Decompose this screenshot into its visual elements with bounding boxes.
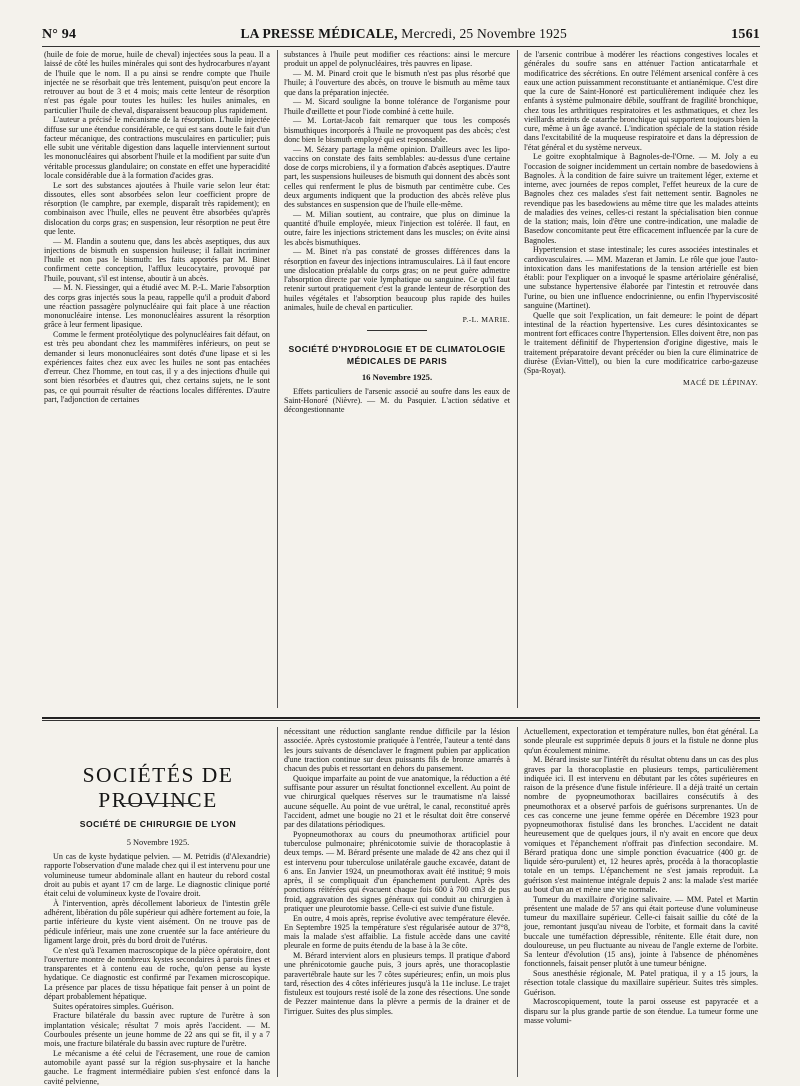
- paragraph: — M. Sicard souligne la bonne tolérance de l'organisme pour l'huile d'œillette et pour l'iode combiné à cette huile.: [284, 97, 510, 116]
- column-divider: [277, 50, 278, 708]
- paragraph: Actuellement, expectoration et température nulles, bon état général. La sonde pleurale est supprimée depuis 8 jours et la fistule ne donne plus qu'un écoulement minime.: [524, 727, 758, 755]
- paragraph: Quoique imparfaite au point de vue anatomique, la réduction a été suffisante pour assurer un résultat fonctionnel excellent. Au point de vue chirurgical quelques réserves sur le traumatisme n'a laissé aucune séquelle. Au point de vue urétral, le canal, reconstitué après l'accident, admet une bougie no 21 et le résultat doit être conservé par des dilatations périodiques.: [284, 773, 510, 829]
- paragraph: Macroscopiquement, toute la paroi osseuse est papyracée et a disparu sur la plus grande partie de son étendue. La tumeur forme une masse volumi-: [524, 997, 758, 1025]
- paragraph: substances à l'huile peut modifier ces réactions: ainsi le mercure produit un appel de polynucléaires, très pauvres en lipase.: [284, 50, 510, 69]
- bottom-column-2: [284, 727, 510, 1078]
- paragraph: Un cas de kyste hydatique pelvien. — M. Petridis (d'Alexandrie) rapporte l'observation d'une malade chez qui il est intervenu pour une volumineuse tumeur abdominale allant en hauteur du rebord costal droit au pubis et ayant 17 cm de large. Le diagnostic clinique porté était celui de volumineux kyste de l'ovaire droit.: [44, 852, 270, 898]
- section-separator-thin: [42, 720, 760, 721]
- paragraph: Sous anesthésie régionale, M. Patel pratiqua, il y a 15 jours, la résection totale classique du maxillaire supérieur. Suites très simples. Guérison.: [524, 969, 758, 997]
- paragraph: — M. M. Pinard croit que le bismuth n'est pas plus résorbé que l'huile; à l'ouverture des abcès, on trouve le bismuth au même taux que dans la préparation injectée.: [284, 69, 510, 97]
- section-title: SOCIÉTÉS DE PROVINCE: [82, 763, 234, 812]
- column-divider: [277, 727, 278, 1077]
- paragraph: L'auteur a précisé le mécanisme de la résorption. L'huile injectée diffuse sur une étendue considérable, ce qui est sans doute le fait d'un facteur mécanique, des contractions musculaires en particulier; puis elle subit une véritable digestion dans laquelle interviennent surtout les mononucléaires qui absorbent l'huile et la modifient par suite d'un véritable processus glandulaire; on constate en effet une hyperacidité locale considérable due à la formation d'acides gras.: [44, 115, 270, 180]
- paragraph: Tumeur du maxillaire d'origine salivaire. — MM. Patel et Martin présentent une malade de 57 ans qui était porteuse d'une volumineuse tumeur du maxillaire supérieur. Celle-ci faisait saillie du côté de la joue, remontant jusqu'au niveau de l'orbite, et formait dans la cavité buccale une tuméfaction dépressible, rénitente. Elle était dure, non douloureuse, un peu fluctuante au niveau de l'angle externe de l'orbite. Sa lenteur d'évolution (15 ans), jointe à l'absence de phénomènes fonctionnels, faisait penser plutôt à une tumeur bénigne.: [524, 894, 758, 969]
- journal-name: LA PRESSE MÉDICALE,: [240, 26, 398, 41]
- issue-number: N° 94: [42, 27, 77, 42]
- top-column-1: [44, 50, 270, 708]
- column-divider: [517, 50, 518, 708]
- paragraph: Suites opératoires simples. Guérison.: [53, 1001, 174, 1011]
- paragraph: Comme le ferment protéolytique des polynucléaires fait défaut, on est très peu abondant chez les mammifères inférieurs, on peut se demander si leurs mononucléaires sont dotés d'une lipase et si les expériences faites chez eux avec les huiles ne sont pas entachées d'erreur. Chez l'homme, en tout cas, il y a des injections d'huile qui sont bien résorbées et d'autres qui, chez certains sujets, ne le sont pas, ce qui pourrait résulter de réactions locales différentes. D'autre part, l'adjonction de certaines: [44, 330, 270, 404]
- paragraph: Le mécanisme a été celui de l'écrasement, une roue de camion automobile ayant passé sur la région sus-physaire et la hanche gauche. Le fragment intermédiaire pubien s'est enfoncé dans la cavité pelvienne,: [44, 1048, 270, 1086]
- section-rule: [367, 330, 427, 331]
- top-column-2: [284, 50, 510, 708]
- top-column-3: [524, 50, 758, 708]
- header-rule: [42, 46, 760, 47]
- paragraph: — M. Flandin a soutenu que, dans les abcès aseptiques, dus aux injections de bismuth en suspension huileuse; il fallait incriminer l'huile et non pas le bismuth: les faits apportés par M. Binet confirment cette conception, l'afflux leucocytaire, provoqué par l'huile, pouvant, s'il est intense, aboutir à un abcès.: [44, 236, 270, 283]
- page-header: [42, 26, 760, 44]
- paragraph: — M. N. Fiessinger, qui a étudié avec M. P.-L. Marie l'absorption des corps gras injectés sous la peau, rappelle qu'il a produit d'abord une réaction passagère polynucléaire qui fait place à une réaction mononucléaire intense. Les mononucléaires assurent la résorption grâce à leur ferment lipasique.: [44, 283, 270, 330]
- society-date: 5 Novembre 1925.: [126, 838, 190, 847]
- issue-date: Mercredi, 25 Novembre 1925: [401, 26, 567, 41]
- paragraph: — M. Lortat-Jacob fait remarquer que tous les composés bismuthiques incorporés à l'huile ne provoquent pas des abcès; c'est donc bien le bismuth employé qui est responsable.: [284, 116, 510, 144]
- page-number: 1561: [731, 27, 760, 42]
- paragraph: — M. Milian soutient, au contraire, que plus on diminue la quantité d'huile employée, mieux l'injection est tolérée. Il faut, en outre, faire les injections strictement dans les muscles; on évite ainsi les abcès bismuthiques.: [284, 209, 510, 247]
- paragraph: Effets particuliers de l'arsenic associé au soufre dans les eaux de Saint-Honoré (Nièvre). — M. du Pasquier. L'action sédative et décongestionnante: [284, 386, 510, 414]
- paragraph: Le goitre exophtalmique à Bagnoles-de-l'Orne. — M. Joly a eu l'occasion de soigner incidemment un certain nombre de basedowiens à Bagnoles. À la condition de faire suivre un traitement léger, externe et interne, avec journées de repos complet, l'effet heureux de la cure de Bagnoles chez ces malades s'est fait nettement sentir. Bagnoles ne revendique pas les basedowiens au même titre que les malades atteints de maladies des veines, celles-ci restant la spécialisation bien connue de la station; mais, loin d'être une contre-indication, une maladie de Basedow concomitante peut être efficacement influencée par la cure de Bagnoles.: [524, 152, 758, 245]
- bottom-column-1: [44, 852, 270, 1086]
- society-subtitle: SOCIÉTÉ DE CHIRURGIE DE LYON: [79, 819, 237, 829]
- column-divider: [517, 727, 518, 1077]
- paragraph: M. Bérard intervient alors en plusieurs temps. Il pratique d'abord une phrénicotomie gauche puis, 3 jours après, une thoracoplastie paravertébrale haute sur les 7 côtes supérieures; enfin, un mois plus tard, résection des 4 côtes inférieures jusqu'à la 11e incluse. Le trajet fistuleux est toujours resté isolé de la zone des résections. Une sonde de Pezzer maintenue dans la plèvre a permis de la drainer et de l'irriguer. Suites des plus simples.: [284, 951, 510, 1016]
- society-date: 16 Novembre 1925.: [361, 372, 433, 383]
- author-signature: P.-L. MARIE.: [462, 315, 510, 324]
- paragraph: Hypertension et stase intestinale; les cures associées intestinales et cardiovasculaires. — MM. Mazeran et Jamin. Le rôle que joue l'auto-intoxication dans les manifestations de la tension artérielle est bien établi: pour l'expliquer on a invoqué le spasme artériolaire généralisé, une substance hypertensive élaborée par l'intestin et retrouvée dans l'urine, ou bien une influence endocrinienne, ou enfin l'hyperviscosité sanguine (Martinet).: [524, 245, 758, 310]
- section-separator: [42, 717, 760, 719]
- paragraph: En outre, 4 mois après, reprise évolutive avec température élevée. En Septembre 1925 la température s'est régularisée autour de 37°8, mais la malade s'est affaiblie. La fistule accède dans une cavité pleurale en forme de puits étendu de la base à la 3e côte.: [284, 913, 510, 951]
- paragraph: nécessitant une réduction sanglante rendue difficile par la lésion associée. Après cystostomie pratiquée à l'entrée, l'auteur a tenté dans les jours suivants de désenclaver le fragment pubien par application d'une traction continue sur deux puissants fils de bronze amarrés à chacun des pubis et ressortant en dehors du pansement.: [284, 727, 510, 773]
- author-signature: MACÉ DE LÉPINAY.: [683, 378, 758, 388]
- paragraph: de l'arsenic contribue à modérer les réactions congestives locales et générales du soufre sans en atténuer l'action anticatarrhale et modificatrice des sécrétions. En outre l'élément arsenical confère à ces eaux une action puissamment reconstituante et antianémique. C'est dire que la cure de Saint-Honoré est particulièrement indiquée chez les enfants à système pulmonaire débile, souffrant de fragilité bronchique, chez tous les arthritiques respiratoires et les asthmatiques, et chez les vieillards atteints de catarrhe bronchique qui supportent toujours bien la cure, même à un âge avancé. L'indication spéciale de la station réside dans l'excitabilité de la muqueuse respiratoire et dans la dépression de l'état général et du système nerveux.: [524, 50, 758, 152]
- paragraph: Ce n'est qu'à l'examen macroscopique de la pièce opératoire, dont l'ouverture montre de nombreux kystes secondaires à parois fines et transparentes et à contenu eau de roche, qu'on pense au kyste hydatique. Ce diagnostic est confirmé par l'examen microscopique. La présence par places de tissu hépatique fait penser à un point de départ probablement hépatique.: [44, 945, 270, 1001]
- title-underline: [120, 803, 196, 804]
- paragraph: Fracture bilatérale du bassin avec rupture de l'urètre à son implantation vésicale; résultat 7 mois après l'accident. — M. Courboules présente un jeune homme de 22 ans qui se fit, il y a 7 mois, une fracture bilatérale du bassin avec rupture de l'urètre.: [44, 1011, 270, 1048]
- society-heading: SOCIÉTÉ D'HYDROLOGIE ET DE CLIMATOLOGIE MÉDICALES DE PARIS: [288, 344, 506, 367]
- paragraph: Quelle que soit l'explication, un fait demeure: le point de départ intestinal de la réaction hypertensive. Les cures désintoxicantes se montrent fort efficaces contre l'hypertension. Elles doivent être, non pas le traitement définitif de l'hypertension d'origine digestive, mais le traitement préparatoire devant précéder ou bien la cure éliminatrice de diurèse (Évian-Vittel), ou bien la cure modificatrice carbo-gazeuse (Spa-Royat).: [524, 310, 758, 375]
- running-title: [240, 26, 566, 42]
- paragraph: M. Bérard insiste sur l'intérêt du résultat obtenu dans un cas des plus graves par la thoracoplastie en plusieurs temps, particulièrement indiquée ici. Il est intervenu en débutant par les côtes supérieures en raison de la présence d'une fistule inférieure. Il a déjà traité un certain nombre de pyopneumothorax bacillaires consécutifs à des pneumothorax et a observé parfois de guérisons surprenantes. Un de ces cas concerne une jeune femme opérée en Décembre 1923 pour pyopneumothorax fistulisé dans les bronches. L'accident ne datait heureusement que de quelques jours, il n'y avait en encore que deux vomiques et l'épanchement n'offrait pas d'infection secondaire. M. Bérard pratiqua donc une simple ponction évacuatrice (400 gr. de liquide séro-purulent) et, 12 heures après, procéda à la thoracoplastie totale en un temps. L'épanchement ne s'est jamais reproduit. La guérison s'est maintenue intégrale depuis 2 ans: la malade s'est mariée au bout d'un an et mène une vie normale.: [524, 755, 758, 894]
- paragraph: — M. Binet n'a pas constaté de grosses différences dans la résorption en faveur des injections intramusculaires. Là il faut encore une dislocation préalable du corps gras; on ne peut guère admettre l'absorption directe par voie lymphatique ou sanguine. Ce qu'il faut retenir surtout pratiquement c'est la grande lenteur de résorption des huiles végétales et l'absorption beaucoup plus rapide des huiles animales, huile de cheval en particulier.: [284, 247, 510, 312]
- paragraph: — M. Sézary partage la même opinion. D'ailleurs avec les lipo-vaccins on constate des faits semblables: au-dessus d'une certaine dose de corps microbiens, il y a formation d'abcès aseptiques. D'autre part, les suspensions huileuses de bismuth qui donnent des abcès sont celles qui renferment le plus de bismuth par centimètre cube. Ces deux arguments indiquent que la production des abcès relève plus des substances en suspension que de l'huile elle-même.: [284, 144, 510, 209]
- paragraph: À l'intervention, après décollement laborieux de l'intestin grêle adhérent, libération du pôle supérieur qui adhère fortement au foie, la partie inférieure du kyste vient aisément. On ne trouve pas de pédicule inférieur, mais une zone cruentée sur la face antérieure du ligament large droit, près du bord droit de l'utérus.: [44, 898, 270, 945]
- paragraph: (huile de foie de morue, huile de cheval) injectées sous la peau. Il a laissé de côté les huiles minérales qui sont des hydrocarbures n'ayant de l'huile que le nom. Il a pu ainsi se rendre compte que l'huile injectée ne se résorbait que très lentement, puisqu'on peut encore la retrouver au bout de 3 et 4 mois; mais cette lenteur de résorption n'est pas égale pour toutes les huiles: les huiles animales, en particulier l'huile de cheval, disparaissent beaucoup plus rapidement.: [44, 50, 270, 115]
- paragraph: Pyopneumothorax au cours du pneumothorax artificiel pour tuberculose pulmonaire; phrénicotomie suivie de thoracoplastie à deux temps. — M. Bérard présente une malade de 42 ans chez qui il est intervenu pour tuberculose unilatérale gauche excavée, datant de 6 ans. En Janvier 1924, un pneumothorax avait été institué; 9 mois après, il se compliquait d'un épanchement purulent. Après des ponctions réitérées qui évacuent chaque fois 600 à 700 cm3 de pus froid, aggravation des signes généraux qui conduit au chirurgien à pratiquer une pleurotomie basse. Celle-ci est suivie d'une fistule.: [284, 829, 510, 913]
- paragraph: Le sort des substances ajoutées à l'huile varie selon leur état: dissoutes, elles sont absorbées selon leur coefficient propre de résorption (le camphre, par exemple, disparaît très rapidement); en combinaison avec l'huile, elles ne peuvent être absorbées qu'après dislocation du corps gras; en suspension, leur résorption ne peut être que lente.: [44, 180, 270, 236]
- bottom-column-3: [524, 727, 758, 1078]
